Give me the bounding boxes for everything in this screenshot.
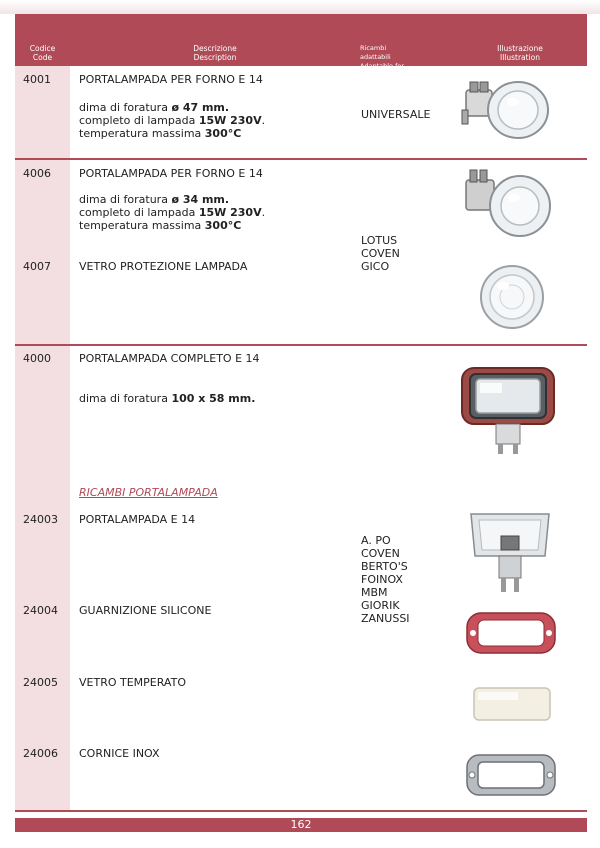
header-description: Descrizione Description [193, 44, 237, 62]
lamp-spec: completo di lampada 15W 230V. [79, 114, 266, 127]
product-title: PORTALAMPADA PER FORNO E 14 [79, 73, 263, 86]
product-code: 24005 [23, 676, 58, 689]
temp-spec: temperatura massima 300°C [79, 127, 242, 140]
header-illustration: Illustrazione Illustration [497, 44, 543, 62]
header-code: Codice Code [29, 44, 56, 62]
drill-spec: dima di foratura 100 x 58 mm. [79, 392, 256, 405]
drill-spec: dima di foratura ø 47 mm. [79, 101, 230, 114]
adaptable-brand: A. PO [361, 534, 391, 547]
adaptable-brand: MBM [361, 586, 388, 599]
protective-glass-image [477, 262, 547, 332]
product-code: 24003 [23, 513, 58, 526]
adaptable-brand: UNIVERSALE [361, 108, 431, 121]
page-footer [15, 818, 587, 832]
adaptable-brand: GICO [361, 260, 390, 273]
code-column-bg [15, 346, 70, 810]
silicone-gasket-image [464, 610, 558, 656]
product-code: 4000 [23, 352, 51, 365]
product-title: PORTALAMPADA E 14 [79, 513, 196, 526]
lamp-holder-image [460, 166, 560, 242]
product-code: 24004 [23, 604, 58, 617]
temp-spec: temperatura massima 300°C [79, 219, 242, 232]
product-title: CORNICE INOX [79, 747, 160, 760]
adaptable-brand: BERTO'S [361, 560, 408, 573]
product-title: GUARNIZIONE SILICONE [79, 604, 212, 617]
adaptable-brand: FOINOX [361, 573, 403, 586]
top-band [0, 0, 600, 14]
drill-spec: dima di foratura ø 34 mm. [79, 193, 230, 206]
row-separator [15, 344, 587, 346]
adaptable-brand: ZANUSSI [361, 612, 410, 625]
lamp-spec: completo di lampada 15W 230V. [79, 206, 266, 219]
product-title: PORTALAMPADA PER FORNO E 14 [79, 167, 263, 180]
spares-link[interactable]: RICAMBI PORTALAMPADA [79, 486, 218, 499]
adaptable-brand: LOTUS [361, 234, 398, 247]
header-adaptable: Ricambi adattabili Adaptable for [360, 44, 405, 70]
complete-lamp-holder-image [458, 362, 558, 458]
product-title: VETRO TEMPERATO [79, 676, 186, 689]
tempered-glass-image [472, 686, 552, 722]
product-title: VETRO PROTEZIONE LAMPADA [79, 260, 248, 273]
lamp-socket-image [465, 508, 555, 598]
code-column-bg [15, 160, 70, 344]
page-number: 162 [290, 818, 312, 831]
product-code: 4001 [23, 73, 51, 86]
row-separator [15, 158, 587, 160]
table-header [15, 14, 587, 70]
product-code: 24006 [23, 747, 58, 760]
adaptable-brand: COVEN [361, 547, 400, 560]
product-title: PORTALAMPADA COMPLETO E 14 [79, 352, 260, 365]
product-code: 4006 [23, 167, 51, 180]
row-separator [15, 810, 587, 812]
adaptable-brand: COVEN [361, 247, 400, 260]
adaptable-brand: GIORIK [361, 599, 400, 612]
product-code: 4007 [23, 260, 51, 273]
lamp-holder-image [458, 74, 558, 146]
stainless-frame-image [464, 752, 558, 798]
